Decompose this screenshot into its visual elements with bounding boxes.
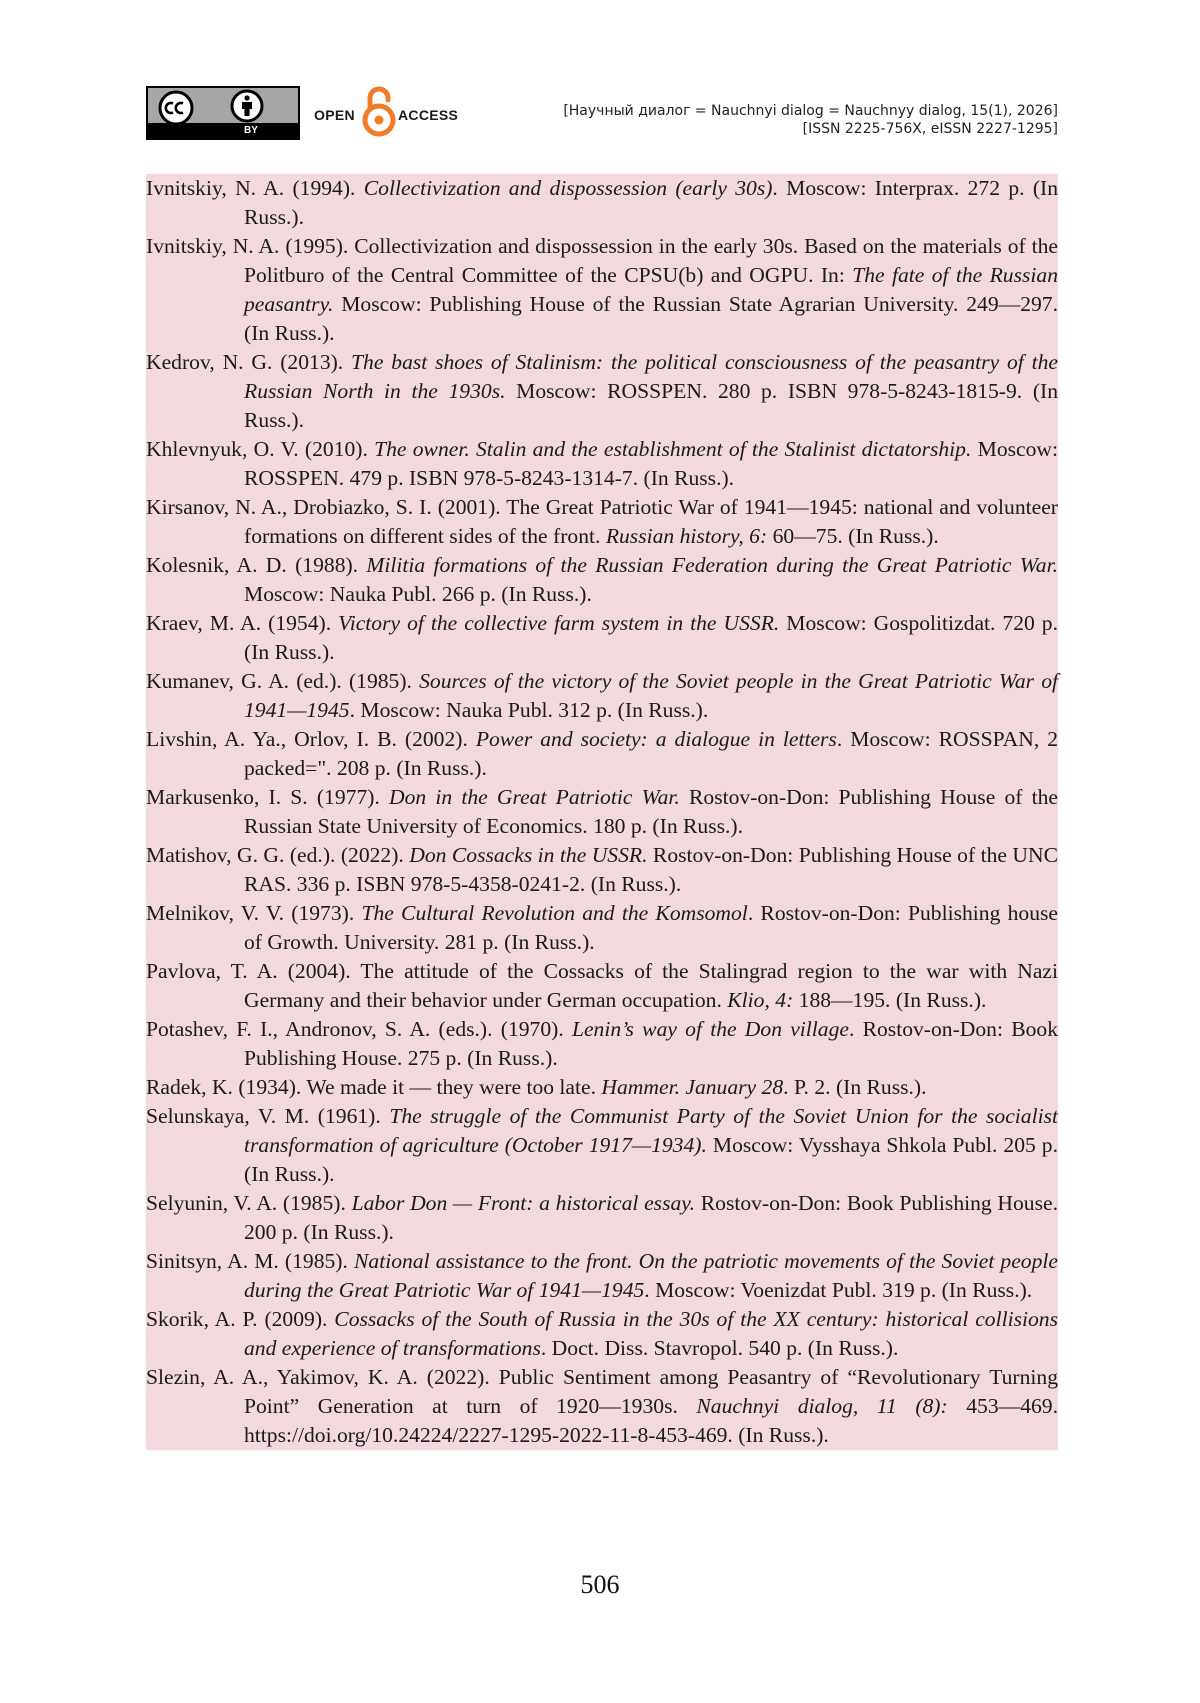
reference-entry: Slezin, A. A., Yakimov, K. A. (2022). Public Sentiment among Peasantry of “Revolutionary Turning Point” Generation at turn of 1920—1930s. Nauchnyi dialog, 11 (8): 453—469. https://doi.org/10.24224/2227-1295-2022-11-8-453-469. (In Russ.). <box>146 1365 1059 1447</box>
reference-entry: Kirsanov, N. A., Drobiazko, S. I. (2001). The Great Patriotic War of 1941—1945: national and volunteer formations on different sides of the front. Russian history, 6: 60—75. (In Russ.). <box>146 495 1058 548</box>
open-lock-icon <box>360 84 398 138</box>
reference-entry: Pavlova, T. A. (2004). The attitude of the Cossacks of the Stalingrad region to the war with Nazi Germany and their behavior under German occupation. Klio, 4: 188—195. (In Russ.). <box>146 959 1058 1012</box>
reference-entry: Kedrov, N. G. (2013). The bast shoes of Stalinism: the political consciousness of the peasantry of the Russian North in the 1930s. Moscow: ROSSPEN. 280 p. ISBN 978-5-8243-1815-9. (In Russ.). <box>146 350 1059 432</box>
reference-entry: Sinitsyn, A. M. (1985). National assistance to the front. On the patriotic movements of the Soviet people during the Great Patriotic War of 1941—1945. Moscow: Voenizdat Publ. 319 p. (In Russ.). <box>146 1249 1058 1302</box>
reference-entry: Kumanev, G. A. (ed.). (1985). Sources of the victory of the Soviet people in the Great Patriotic War of 1941—1945. Moscow: Nauka Publ. 312 p. (In Russ.). <box>146 669 1058 722</box>
reference-entry: Selyunin, V. A. (1985). Labor Don — Front: a historical essay. Rostov-on-Don: Book Publishing House. 200 p. (In Russ.). <box>146 1191 1058 1244</box>
reference-entry: Ivnitskiy, N. A. (1995). Collectivization and dispossession in the early 30s. Based on the materials of the Politburo of the Central Committee of the CPSU(b) and OGPU. In: The fate of the Russian peasantry. Moscow: Publishing House of the Russian State Agrarian University. 249—297. (In Russ.). <box>146 234 1058 345</box>
reference-entry: Selunskaya, V. M. (1961). The struggle of the Communist Party of the Soviet Union for the socialist transformation of agriculture (October 1917—1934). Moscow: Vysshaya Shkola Publ. 205 p. (In Russ.). <box>146 1104 1059 1186</box>
cc-by-license-badge[interactable] <box>146 86 300 140</box>
creative-commons-icon <box>156 90 196 126</box>
reference-entry: Kraev, M. A. (1954). Victory of the collective farm system in the USSR. Moscow: Gospolitizdat. 720 p. (In Russ.). <box>146 611 1059 664</box>
reference-entry: Ivnitskiy, N. A. (1994). Collectivization and dispossession (early 30s). Moscow: Interprax. 272 p. (In Russ.). <box>146 176 1058 229</box>
page-header <box>146 84 1058 144</box>
journal-citation <box>563 102 1058 138</box>
open-access-label-right: ACCESS <box>398 107 459 123</box>
reference-entry: Kolesnik, A. D. (1988). Militia formations of the Russian Federation during the Great Patriotic War. Moscow: Nauka Publ. 266 p. (In Russ.). <box>146 553 1058 606</box>
journal-title-line: [Научный диалог = Nauchnyi dialog = Nauchnyy dialog, 15(1), 2026] <box>563 103 1058 119</box>
reference-entry: Markusenko, I. S. (1977). Don in the Great Patriotic War. Rostov-on-Don: Publishing House of the Russian State University of Economics. 180 p. (In Russ.). <box>146 785 1059 838</box>
journal-issn-line: [ISSN 2225-756X, eISSN 2227-1295] <box>802 121 1058 137</box>
reference-entry: Radek, K. (1934). We made it — they were too late. Hammer. January 28. P. 2. (In Russ.). <box>146 1075 927 1099</box>
reference-entry: Matishov, G. G. (ed.). (2022). Don Cossacks in the USSR. Rostov-on-Don: Publishing House of the UNC RAS. 336 p. ISBN 978-5-4358-0241-2. (In Russ.). <box>146 843 1058 896</box>
reference-entry: Potashev, F. I., Andronov, S. A. (eds.). (1970). Lenin’s way of the Don village. Rostov-on-Don: Book Publishing House. 275 p. (In Russ.). <box>146 1017 1058 1070</box>
reference-entry: Skorik, A. P. (2009). Cossacks of the South of Russia in the 30s of the XX century: historical collisions and experience of transformations. Doct. Diss. Stavropol. 540 p. (In Russ.). <box>146 1307 1058 1360</box>
open-access-logo[interactable] <box>314 84 459 140</box>
reference-entry: Khlevnyuk, O. V. (2010). The owner. Stalin and the establishment of the Stalinist dictatorship. Moscow: ROSSPEN. 479 p. ISBN 978-5-8243-1314-7. (In Russ.). <box>146 437 1058 490</box>
license-by-strip <box>148 123 298 138</box>
reference-list <box>146 174 1058 1450</box>
reference-entry: Livshin, A. Ya., Orlov, I. B. (2002). Power and society: a dialogue in letters. Moscow: ROSSPAN, 2 packed=". 208 p. (In Russ.). <box>146 727 1059 780</box>
license-by-label: BY <box>244 125 258 136</box>
reference-entry: Melnikov, V. V. (1973). The Cultural Revolution and the Komsomol. Rostov-on-Don: Publishing house of Growth. University. 281 p. (In Russ.). <box>146 901 1058 954</box>
open-access-label-left: OPEN <box>314 107 355 123</box>
attribution-person-icon <box>228 88 266 124</box>
page-number: 506 <box>580 1570 620 1599</box>
